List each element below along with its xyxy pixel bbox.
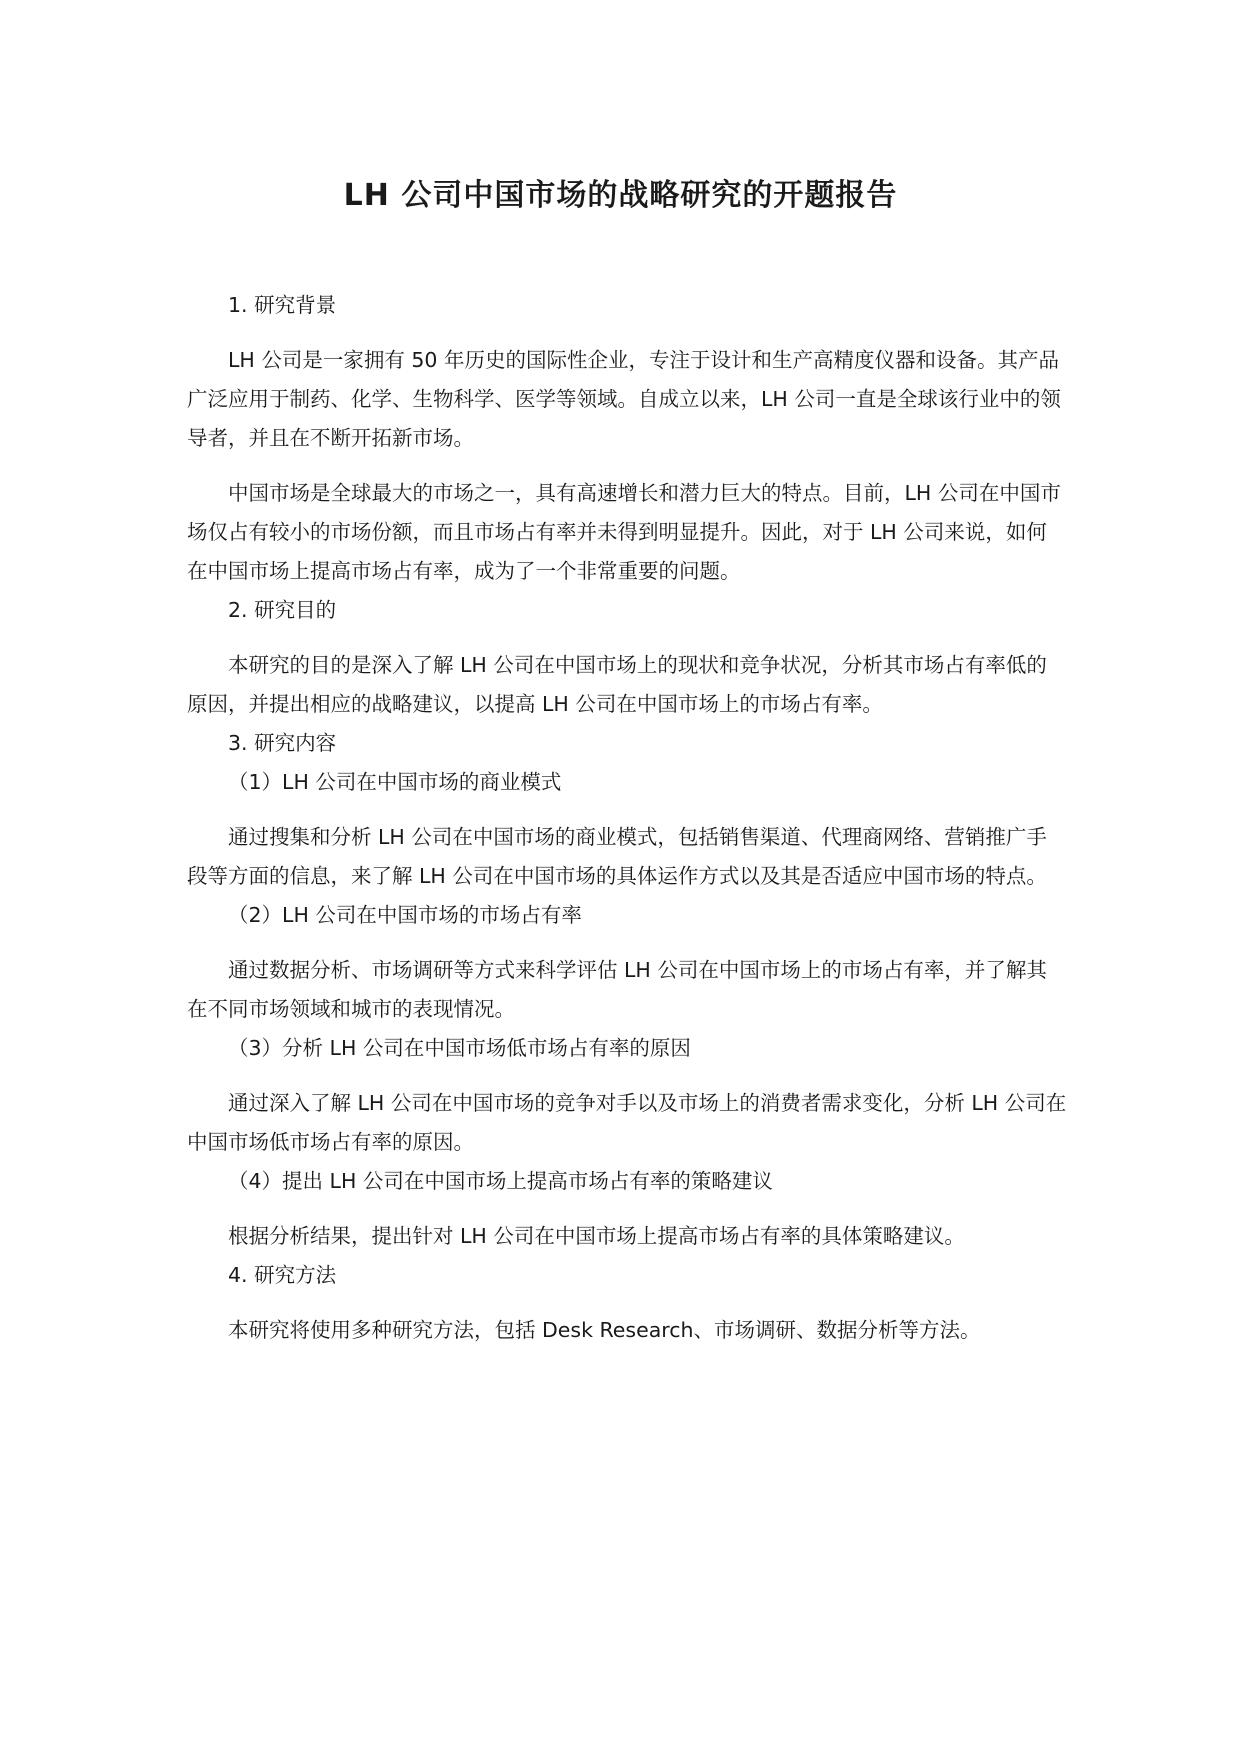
section-heading: 2. 研究目的: [228, 598, 337, 622]
body-paragraph: 通过数据分析、市场调研等方式来科学评估 LH 公司在中国市场上的市场占有率，并了解其在不同市场领域和城市的表现情况。: [187, 958, 1047, 1021]
body-paragraph: 本研究的目的是深入了解 LH 公司在中国市场上的现状和竞争状况，分析其市场占有率低的原因，并提出相应的战略建议，以提高 LH 公司在中国市场上的市场占有率。: [187, 653, 1047, 716]
document-body: [187, 286, 1067, 1350]
body-paragraph: 通过搜集和分析 LH 公司在中国市场的商业模式，包括销售渠道、代理商网络、营销推广手段等方面的信息，来了解 LH 公司在中国市场的具体运作方式以及其是否适应中国市场的特点。: [187, 825, 1047, 888]
body-paragraph: 中国市场是全球最大的市场之一，具有高速增长和潜力巨大的特点。目前，LH 公司在中国市场仅占有较小的市场份额，而且市场占有率并未得到明显提升。因此，对于 LH 公司来说，如何在中国市场上提高市场占有率，成为了一个非常重要的问题。: [187, 481, 1061, 583]
subsection-heading: （1）LH 公司在中国市场的商业模式: [228, 770, 562, 794]
subsection-heading: （2）LH 公司在中国市场的市场占有率: [228, 903, 582, 927]
section-heading: 1. 研究背景: [228, 293, 337, 317]
section-heading: 3. 研究内容: [228, 731, 337, 755]
section-heading: 4. 研究方法: [228, 1263, 337, 1287]
subsection-heading: （4）提出 LH 公司在中国市场上提高市场占有率的策略建议: [228, 1169, 773, 1193]
body-paragraph: 本研究将使用多种研究方法，包括 Desk Research、市场调研、数据分析等方法。: [228, 1318, 981, 1342]
body-paragraph: LH 公司是一家拥有 50 年历史的国际性企业，专注于设计和生产高精度仪器和设备。其产品广泛应用于制药、化学、生物科学、医学等领域。自成立以来，LH 公司一直是全球该行业中的领导者，并且在不断开拓新市场。: [187, 348, 1061, 450]
body-paragraph: 根据分析结果，提出针对 LH 公司在中国市场上提高市场占有率的具体策略建议。: [228, 1224, 965, 1248]
document-title: LH 公司中国市场的战略研究的开题报告: [343, 178, 898, 213]
subsection-heading: （3）分析 LH 公司在中国市场低市场占有率的原因: [228, 1036, 691, 1060]
body-paragraph: 通过深入了解 LH 公司在中国市场的竞争对手以及市场上的消费者需求变化，分析 LH 公司在中国市场低市场占有率的原因。: [187, 1091, 1067, 1154]
